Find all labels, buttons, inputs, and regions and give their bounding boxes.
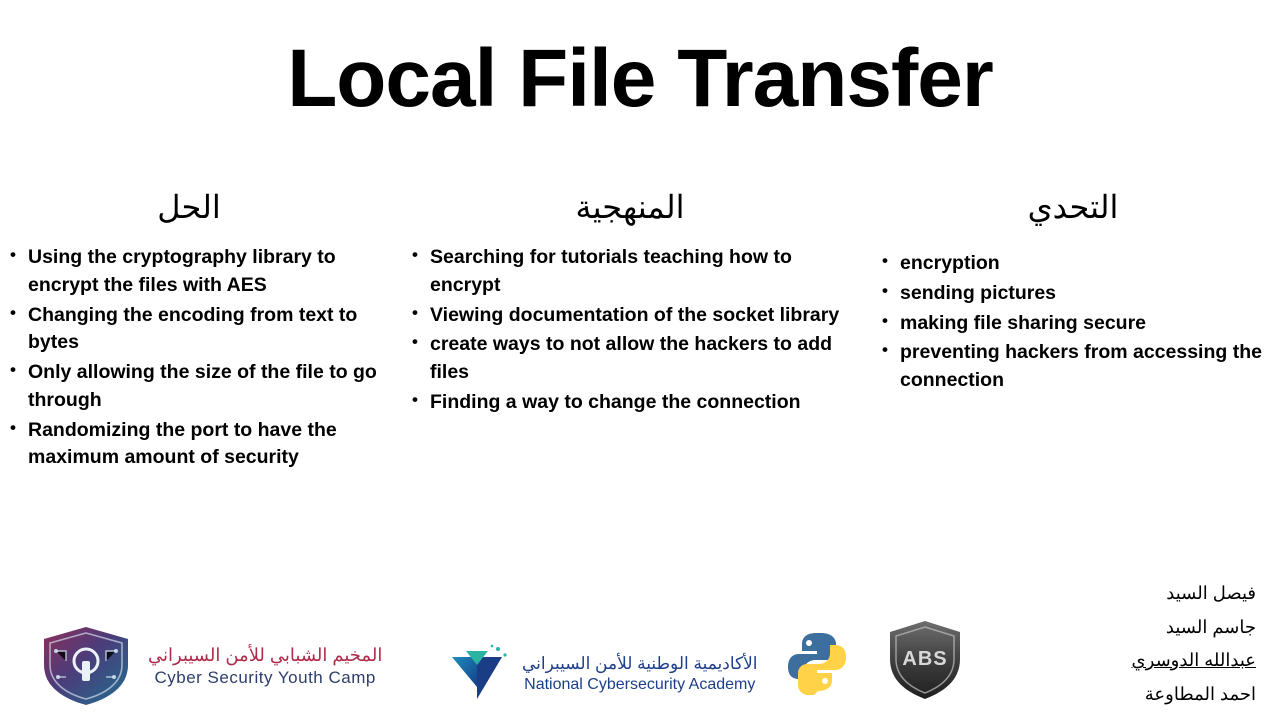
column-methodology: [390, 188, 860, 419]
youth-camp-wordmark: [148, 644, 382, 688]
team-name: فيصل السيد: [1166, 583, 1256, 604]
column-challenge: [860, 188, 1280, 397]
academy-english: National Cybersecurity Academy: [524, 675, 756, 693]
column-challenge-heading: التحدي: [1027, 189, 1119, 225]
list-item: • Only allowing the size of the file to go through: [8, 359, 380, 414]
list-item: • Using the cryptography library to encrypt the files with AES: [8, 244, 380, 299]
column-solution: [0, 188, 390, 474]
list-item: • create ways to not allow the hackers to add files: [410, 331, 850, 386]
academy-chevron-icon: [440, 643, 514, 705]
team-names: [1132, 577, 1256, 711]
academy-arabic: الأكاديمية الوطنية للأمن السيبراني: [522, 653, 758, 673]
column-methodology-heading: المنهجية: [575, 189, 685, 225]
list-item: • Changing the encoding from text to bytes: [8, 302, 380, 357]
youth-camp-arabic: المخيم الشبابي للأمن السيبراني: [148, 645, 383, 666]
youth-camp-logo: [38, 625, 382, 707]
list-item: • Finding a way to change the connection: [410, 389, 850, 417]
svg-text:ABS: ABS: [902, 648, 948, 670]
python-logo-icon: [784, 629, 850, 695]
content-columns: [0, 188, 1280, 474]
list-item: • encryption: [880, 250, 1272, 278]
list-item: • Searching for tutorials teaching how to encrypt: [410, 244, 850, 299]
team-name: احمد المطاوعة: [1144, 683, 1256, 704]
column-solution-list: [8, 244, 380, 472]
list-item: • Randomizing the port to have the maximum amount of security: [8, 417, 380, 472]
academy-logo: [440, 643, 758, 705]
list-item: • making file sharing secure: [880, 310, 1272, 338]
column-methodology-list: [410, 244, 850, 416]
list-item: • preventing hackers from accessing the connection: [880, 339, 1272, 394]
team-name: عبدالله الدوسري: [1131, 650, 1256, 671]
list-item: • sending pictures: [880, 280, 1272, 308]
team-name: جاسم السيد: [1165, 616, 1256, 637]
footer: [0, 569, 1280, 719]
abs-logo-icon: [886, 619, 964, 701]
shield-circuit-icon: [38, 625, 134, 707]
list-item: • Viewing documentation of the socket library: [410, 302, 850, 330]
column-challenge-list: [880, 250, 1272, 394]
column-solution-heading: الحل: [157, 189, 221, 225]
page-title: Local File Transfer: [287, 33, 993, 124]
academy-wordmark: [522, 653, 758, 696]
youth-camp-english: Cyber Security Youth Camp: [154, 667, 376, 687]
